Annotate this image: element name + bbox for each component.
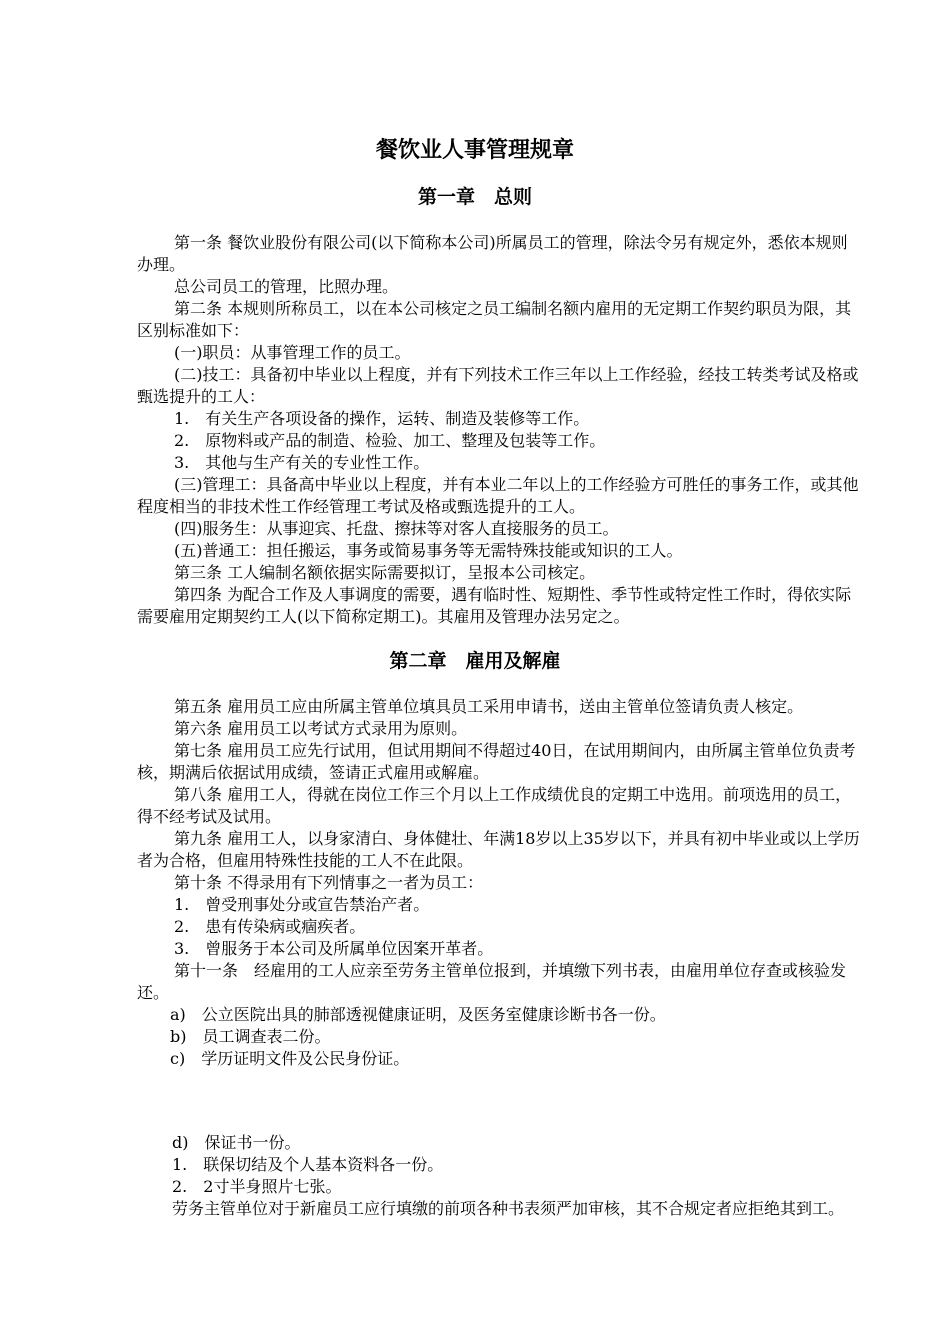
list-item: 1. 曾受刑事处分或宣告禁治产者。 bbox=[174, 895, 430, 914]
article-8: 第八条 雇用工人，得就在岗位工作三个月以上工作成绩优良的定期工中选用。前项选用的员工，得不经考试及试用。 bbox=[137, 785, 852, 826]
list-item: c) 学历证明文件及公民身份证。 bbox=[170, 1049, 410, 1068]
article-10: 第十条 不得录用有下列情事之一者为员工： bbox=[174, 873, 484, 892]
category-staff: (一)职员：从事管理工作的员工。 bbox=[174, 343, 411, 362]
chapter-1-body bbox=[137, 232, 861, 628]
category-general: (五)普通工：担任搬运，事务或简易事务等无需特殊技能或知识的工人。 bbox=[174, 541, 683, 560]
article-6: 第六条 雇用员工以考试方式录用为原则。 bbox=[174, 719, 468, 738]
list-item: 3. 其他与生产有关的专业性工作。 bbox=[174, 453, 430, 472]
article-5: 第五条 雇用员工应由所属主管单位填具员工采用申请书，送由主管单位签请负责人核定。 bbox=[174, 697, 804, 716]
category-technician: (二)技工：具备初中毕业以上程度，并有下列技术工作三年以上工作经验，经技工转类考试及格或甄选提升的工人： bbox=[137, 365, 859, 406]
article-3: 第三条 工人编制名额依据实际需要拟订，呈报本公司核定。 bbox=[174, 563, 596, 582]
paragraph: 总公司员工的管理，比照办理。 bbox=[174, 277, 399, 296]
list-item: 1. 有关生产各项设备的操作，运转、制造及装修等工作。 bbox=[174, 409, 590, 428]
list-item: 2. 患有传染病或痼疾者。 bbox=[174, 917, 366, 936]
article-7: 第七条 雇用员工应先行试用，但试用期间不得超过40日，在试用期间内，由所属主管单位负责考核，期满后依据试用成绩，签请正式雇用或解雇。 bbox=[137, 741, 856, 782]
list-item: b) 员工调查表二份。 bbox=[170, 1027, 331, 1046]
continued-body bbox=[172, 1132, 862, 1220]
chapter-2-heading: 第二章 雇用及解雇 bbox=[389, 650, 561, 672]
list-item: a) 公立医院出具的肺部透视健康证明，及医务室健康诊断书各一份。 bbox=[170, 1005, 666, 1024]
paragraph: 劳务主管单位对于新雇员工应行填缴的前项各种书表须严加审核，其不合规定者应拒绝其到工。 bbox=[172, 1199, 845, 1218]
list-item: d) 保证书一份。 bbox=[172, 1133, 301, 1152]
list-item: 3. 曾服务于本公司及所属单位因案开革者。 bbox=[174, 939, 494, 958]
article-11: 第十一条 经雇用的工人应亲至劳务主管单位报到，并填缴下列书表，由雇用单位存查或核验发还。 bbox=[137, 961, 847, 1002]
article-9: 第九条 雇用工人，以身家清白、身体健壮、年满18岁以上35岁以下，并具有初中毕业或以上学历者为合格，但雇用特殊性技能的工人不在此限。 bbox=[137, 829, 860, 870]
category-service: (四)服务生：从事迎宾、托盘、擦抹等对客人直接服务的员工。 bbox=[174, 519, 619, 538]
category-management: (三)管理工：具备高中毕业以上程度，并有本业二年以上的工作经验方可胜任的事务工作，或其他程度相当的非技术性工作经管理工考试及格或甄选提升的工人。 bbox=[137, 475, 859, 516]
article-4: 第四条 为配合工作及人事调度的需要，遇有临时性、短期性、季节性或特定性工作时，得依实际需要雇用定期契约工人(以下简称定期工)。其雇用及管理办法另定之。 bbox=[137, 585, 852, 626]
article-2: 第二条 本规则所称员工，以在本公司核定之员工编制名额内雇用的无定期工作契约职员为限，其区别标准如下： bbox=[137, 299, 852, 340]
list-item: 2. 2寸半身照片七张。 bbox=[172, 1177, 342, 1196]
list-item: 1. 联保切结及个人基本资料各一份。 bbox=[172, 1155, 444, 1174]
chapter-1-heading: 第一章 总则 bbox=[417, 186, 532, 208]
list-item: 2. 原物料或产品的制造、检验、加工、整理及包装等工作。 bbox=[174, 431, 606, 450]
document-title: 餐饮业人事管理规章 bbox=[375, 138, 574, 163]
article-1: 第一条 餐饮业股份有限公司(以下简称本公司)所属员工的管理，除法令另有规定外，悉依本规则办理。 bbox=[137, 233, 848, 274]
chapter-2-body bbox=[137, 696, 861, 1070]
